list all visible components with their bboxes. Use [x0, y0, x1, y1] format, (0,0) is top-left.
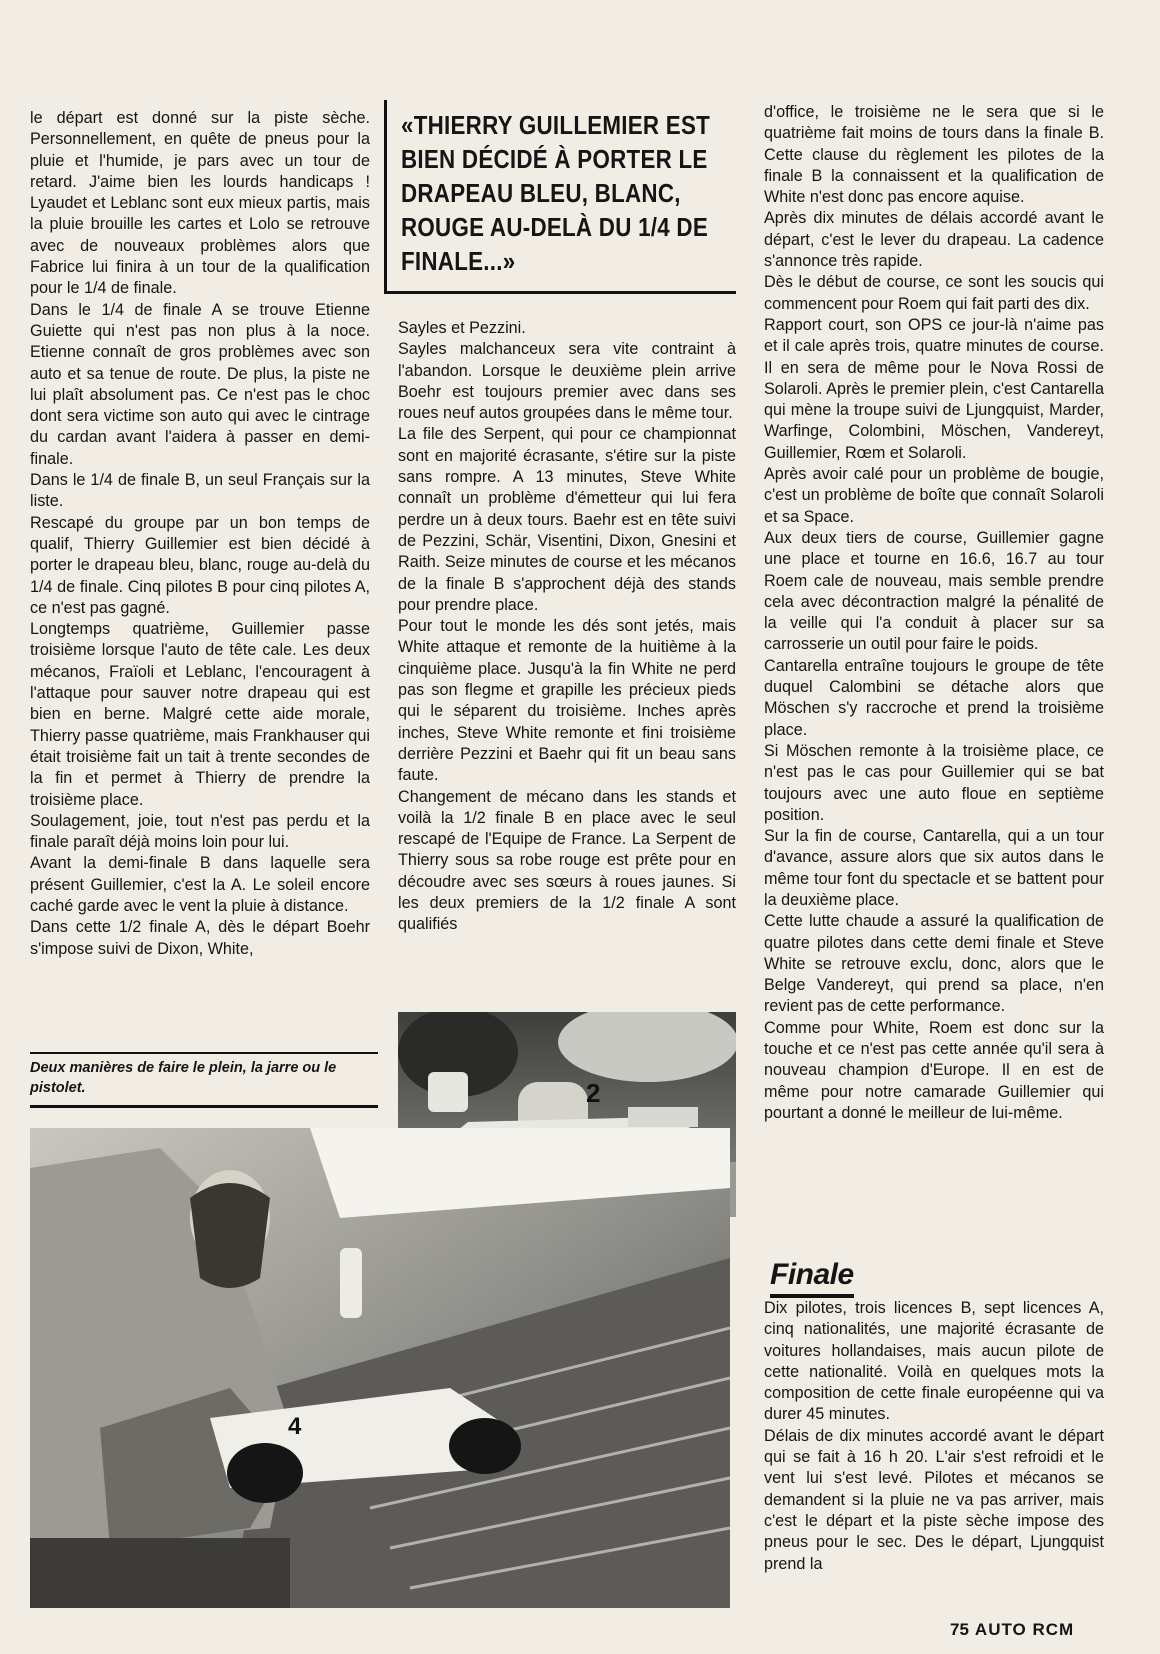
paragraph: Rapport court, son OPS ce jour-là n'aime pas et il cale après trois, quatre minutes de course. Il en sera de même pour le Nova Rossi de Solaroli. Après le premier plein, c'est Cantarella qui mène la troupe suivi de Ljungquist, Marder, Warfinge, Colombini, Möschen, Vandereyt, Guillemier, Rœm et Solaroli. — [764, 315, 1104, 462]
paragraph: Longtemps quatrième, Guillemier passe troisième lorsque l'auto de tête cale. Les deux mécanos, Fraïoli et Leblanc, l'encouragent à l'attaque pour sauver notre drapeau qui est bien en berne. Malgré cette aide morale, Thierry passe quatrième, mais Frankhauser qui était troisième fait un tait à trente secondes de la fin et permet à Thierry de prendre la troisième place. — [30, 620, 370, 809]
paragraph: Dans le 1/4 de finale A se trouve Etienne Guiette qui n'est pas non plus à la noce. Etienne connaît de gros problèmes avec son auto et sa tenue de route. De plus, la piste ne lui plaît absolument pas. Ce n'est pas le choc dont sera victime son auto qui avec le cintrage du cardan avant l'aidera à passer en demi-finale. — [30, 300, 370, 468]
paragraph: Délais de dix minutes accordé avant le départ qui se fait à 16 h 20. L'air s'est refroidi et le vent lui s'est levé. Pilotes et mécanos se demandent si la pluie ne va pas arriver, mais c'est le départ et la piste sèche impose des pneus pour le sec. Des le départ, Ljungquist prend la — [764, 1426, 1104, 1573]
paragraph: Sayles et Pezzini. — [398, 319, 526, 337]
magazine-name: AUTO RCM — [974, 1620, 1075, 1639]
section-heading-finale: Finale — [770, 1258, 854, 1298]
paragraph: Sayles malchanceux sera vite contraint à l'abandon. Lorsque le deuxième plein arrive Boehr est toujours premier avec dans ses roues neuf autos groupées dans le même tour. — [398, 340, 736, 423]
paragraph: Aux deux tiers de course, Guillemier gagne une place et tourne en 16.6, 16.7 au tour Roem cale de nouveau, mais semble prendre cela avec décontraction malgré la pénalité de la veille qui l'a conduit à placer sur sa carrosserie un outil pour faire le poids. — [764, 528, 1104, 654]
paragraph: Soulagement, joie, tout n'est pas perdu et la finale paraît déjà moins loin pour lui. — [30, 811, 370, 852]
photo-caption — [30, 1052, 378, 1108]
left-column — [30, 108, 370, 960]
pull-quote-text: «THIERRY GUILLEMIER EST BIEN DÉCIDÉ À PORTER LE DRAPEAU BLEU, BLANC, ROUGE AU-DELÀ DU 1/4 DE FINALE...» — [401, 110, 711, 276]
refuel-photo-large-illustration — [30, 1128, 730, 1608]
right-column — [764, 102, 1104, 1124]
paragraph: le départ est donné sur la piste sèche. Personnellement, en quête de pneus pour la pluie et l'humide, je pars avec un tour de retard. J'aime bien les lourds handicaps ! Lyaudet et Leblanc sont eux mieux partis, mais la pluie brouille les cartes et Lolo se retrouve avec de nouveaux problèmes alors que Fabrice lui finira à un tour de la qualification pour le 1/4 de finale. — [30, 109, 370, 298]
paragraph: Après avoir calé pour un problème de bougie, c'est un problème de boîte que connaît Solaroli et sa Space. — [764, 465, 1104, 526]
paragraph: Comme pour White, Roem est donc sur la touche et ce n'est pas cette année qu'il sera à nouveau champion d'Europe. Il en est de même pour notre camarade Guillemier qui pourtant a donné le meilleur de lui-même. — [764, 1018, 1104, 1122]
paragraph: Changement de mécano dans les stands et voilà la 1/2 finale B en place avec le seul rescapé de l'Equipe de France. La Serpent de Thierry sous sa robe rouge est prête pour en découdre avec ses sœurs à roues jaunes. Si les deux premiers de la 1/2 finale A sont qualifiés — [398, 787, 736, 934]
paragraph: Si Möschen remonte à la troisième place, ce n'est pas le cas pour Guillemier qui se bat toujours avec une auto floue en septième position. — [764, 741, 1104, 824]
page-footer — [950, 1620, 1074, 1640]
paragraph: d'office, le troisième ne le sera que si le quatrième fait moins de tours dans la finale B. Cette clause du règlement les pilotes de la finale B la connaissent et la qualification de White n'est donc pas encore aquise. — [764, 103, 1104, 207]
car-number-2: 2 — [586, 1078, 601, 1108]
paragraph: Avant la demi-finale B dans laquelle sera présent Guillemier, c'est la A. Le soleil encore caché garde avec le vent la pluie à distance. — [30, 854, 370, 915]
refuel-photo-large — [30, 1128, 730, 1608]
paragraph: Dans cette 1/2 finale A, dès le départ Boehr s'impose suivi de Dixon, White, — [30, 918, 370, 958]
paragraph: La file des Serpent, qui pour ce championnat sont en majorité écrasante, s'étire sur la piste sans rompre. A 13 minutes, Steve White connaît un problème d'émetteur qui lui fera perdre un à deux tours. Baehr est en tête suivi de Pezzini, Schär, Visentini, Dixon, Gnesini et Raith. Seize minutes de course et les mécanos de la finale B s'approchent déjà des stands pour prendre place. — [398, 425, 736, 614]
pull-quote — [384, 100, 736, 294]
paragraph: Cette lutte chaude a assuré la qualification de quatre pilotes dans cette demi finale et Steve White se retrouve exclu, donc, alors que le Belge Vandereyt, qui prend sa place, n'en revient pas de cette performance. — [764, 912, 1104, 1016]
paragraph: Dix pilotes, trois licences B, sept licences A, cinq nationalités, une majorité écrasante de voitures hollandaises, mais aucun pilote de cette nationalité. Voilà en quelques mots la composition de cette finale européenne qui va durer 45 minutes. — [764, 1299, 1104, 1424]
paragraph: Après dix minutes de délais accordé avant le départ, c'est le lever du drapeau. La cadence s'annonce très rapide. — [764, 209, 1104, 271]
finale-column — [764, 1298, 1104, 1575]
middle-column — [398, 318, 736, 936]
paragraph: Rescapé du groupe par un bon temps de qualif, Thierry Guillemier est bien décidé à porter le drapeau bleu, blanc, rouge au-delà du 1/4 de finale. Cinq pilotes B pour cinq pilotes A, ce n'est pas gagné. — [30, 513, 370, 617]
paragraph: Sur la fin de course, Cantarella, qui a un tour d'avance, assure alors que six autos dans le même tour font du spectacle et se battent pour la deuxième place. — [764, 827, 1104, 909]
car-number-4: 4 — [288, 1413, 302, 1440]
paragraph: Dès le début de course, ce sont les soucis qui commencent pour Roem qui fait parti des dix. — [764, 273, 1104, 313]
page-number: 75 — [950, 1620, 969, 1639]
paragraph: Cantarella entraîne toujours le groupe de tête duquel Calombini se détache alors que Möschen s'y raccroche et prend la troisième place. — [764, 656, 1104, 739]
caption-text: Deux manières de faire le plein, la jarre ou le pistolet. — [30, 1060, 337, 1096]
paragraph: Dans le 1/4 de finale B, un seul Français sur la liste. — [30, 471, 370, 511]
paragraph: Pour tout le monde les dés sont jetés, mais White attaque et remonte de la huitième à la cinquième place. Jusqu'à la fin White ne perd pas son flegme et grapille les précieux pieds qui le séparent du troisième. Inches après inches, Steve White remonte et fini troisième derrière Pezzini et Baehr qui fit un beau sans faute. — [398, 617, 736, 785]
